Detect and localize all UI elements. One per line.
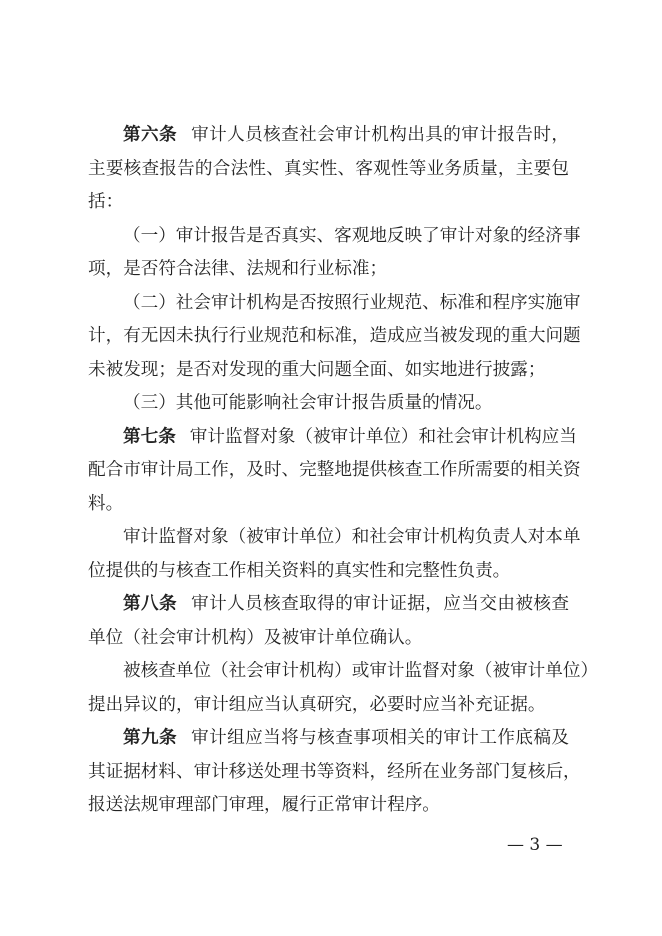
line-text: 报送法规审理部门审理，履行正常审计程序。 <box>88 795 440 815</box>
text-line <box>88 354 569 388</box>
text-line <box>88 119 569 153</box>
line-text: （二）社会审计机构是否按照行业规范、标准和程序实施审 <box>123 292 581 313</box>
line-text: 未被发现；是否对发现的重大问题全面、如实地进行披露； <box>88 359 546 380</box>
line-text: 提出异议的，审计组应当认真研究，必要时应当补充证据。 <box>88 694 546 715</box>
line-text: 括： <box>88 192 124 212</box>
document-body <box>88 119 599 823</box>
text-line <box>88 153 569 187</box>
line-text: 主要核查报告的合法性、真实性、客观性等业务质量，主要包 <box>88 158 569 179</box>
paragraph <box>88 655 599 722</box>
line-text: 计，有无因未执行行业规范和标准，造成应当被发现的重大问题 <box>88 326 581 346</box>
article-heading: 第九条 <box>123 728 178 748</box>
text-line <box>88 186 569 220</box>
article-paragraph <box>88 421 581 522</box>
paragraph <box>88 220 581 287</box>
line-text: 单位（社会审计机构）及被审计单位确认。 <box>88 627 423 648</box>
paragraph <box>88 387 569 421</box>
line-text: 审计人员核查取得的审计证据，应当交由被核查 <box>191 594 569 614</box>
line-text: 项，是否符合法律、法规和行业标准； <box>88 259 388 279</box>
line-text: 审计组应当将与核查事项相关的审计工作底稿及 <box>191 728 569 748</box>
article-heading: 第六条 <box>123 125 178 145</box>
page-number: — 3 — <box>507 835 563 855</box>
article-paragraph <box>88 588 569 655</box>
text-line <box>88 756 581 790</box>
line-text: 配合市审计局工作，及时、完整地提供核查工作所需要的相关资 <box>88 460 581 480</box>
text-line <box>88 722 569 756</box>
text-line <box>88 789 569 823</box>
line-text: 审计监督对象（被审计单位）和社会审计机构应当 <box>189 426 577 447</box>
article-paragraph <box>88 119 569 220</box>
text-line <box>88 622 569 656</box>
article-paragraph <box>88 722 581 823</box>
article-heading: 第七条 <box>123 426 176 447</box>
line-text: 其证据材料、审计移送处理书等资料，经所在业务部门复核后， <box>88 761 581 782</box>
text-line <box>88 287 581 321</box>
text-line <box>88 220 581 254</box>
line-text: （三）其他可能影响社会审计报告质量的情况。 <box>123 393 493 413</box>
paragraph <box>88 287 581 388</box>
text-line <box>88 521 581 555</box>
text-line <box>88 488 569 522</box>
text-line <box>88 387 569 421</box>
line-text: 审计监督对象（被审计单位）和社会审计机构负责人对本单 <box>123 527 581 547</box>
article-heading: 第八条 <box>123 594 178 614</box>
line-text: 被核查单位（社会审计机构）或审计监督对象（被审计单位） <box>123 661 599 681</box>
text-line <box>88 555 569 589</box>
line-text: （一）审计报告是否真实、客观地反映了审计对象的经济事 <box>123 225 581 246</box>
text-line <box>88 588 569 622</box>
line-text: 审计人员核查社会审计机构出具的审计报告时， <box>191 125 569 145</box>
text-line <box>88 655 599 689</box>
text-line <box>88 253 569 287</box>
line-text: 料。 <box>88 493 124 514</box>
text-line <box>88 320 581 354</box>
paragraph <box>88 521 581 588</box>
text-line <box>88 689 569 723</box>
text-line <box>88 454 581 488</box>
line-text: 位提供的与核查工作相关资料的真实性和完整性负责。 <box>88 560 511 581</box>
text-line <box>88 421 577 455</box>
